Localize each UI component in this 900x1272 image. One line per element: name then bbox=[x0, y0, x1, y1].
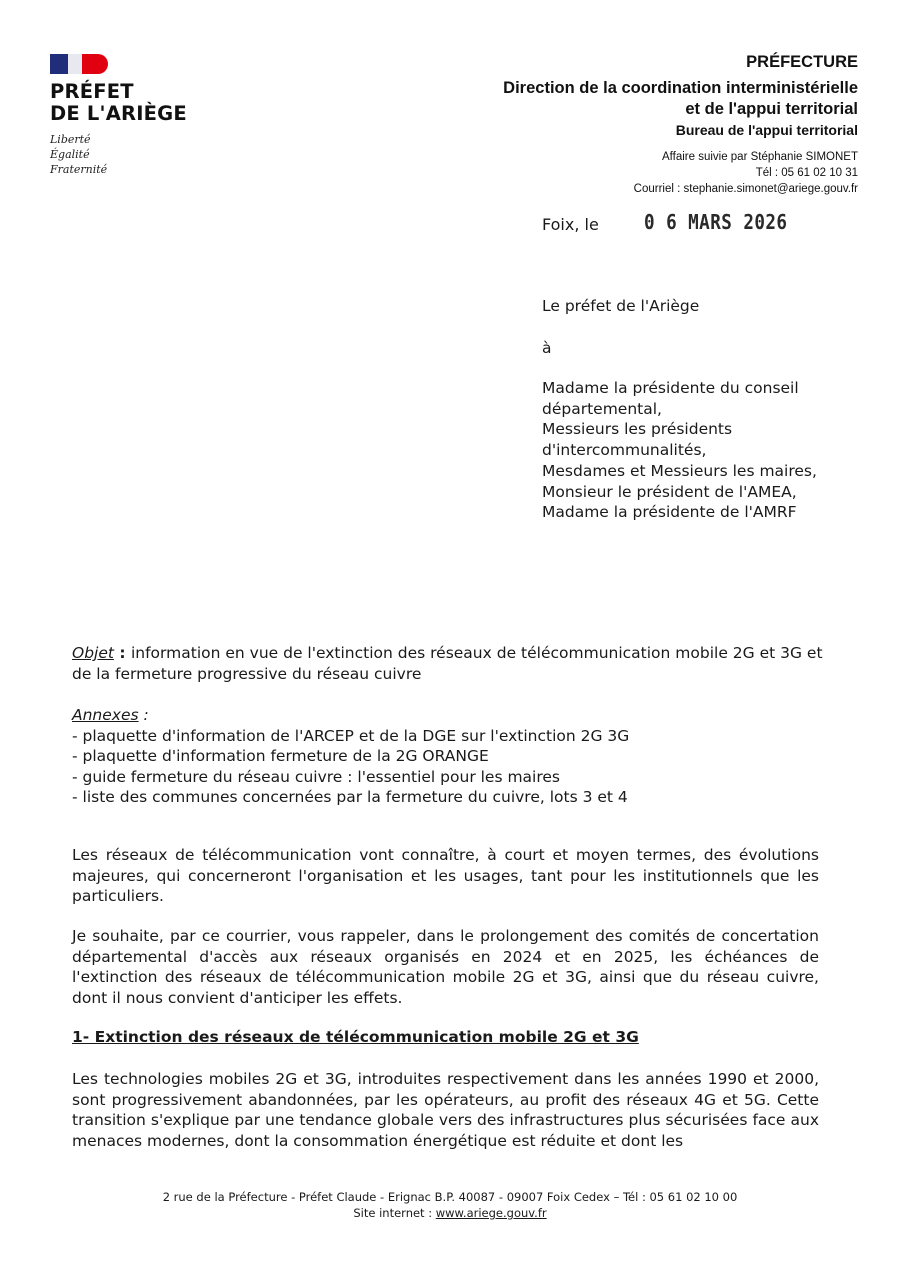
date-label: Foix, le bbox=[542, 215, 599, 234]
objet-sep: : bbox=[113, 644, 131, 662]
annexes bbox=[72, 705, 629, 808]
footer-address: 2 rue de la Préfecture - Préfet Claude - Erignac B.P. 40087 - 09007 Foix Cedex – Tél : 05 61 02 10 00 bbox=[162, 1190, 738, 1204]
paragraph-2g3g: Les technologies mobiles 2G et 3G, introduites respectivement dans les années 1990 et 2000, sont progressivement abandonnées, par les opérateurs, au profit des réseaux 4G et 5G. Cette transition s'explique par une tendance globale vers des infrastructures plus sécurisées face aux menaces modernes, dont la consommation énergétique est réduite et dont les bbox=[72, 1070, 819, 1150]
motto-fraternite: Fraternité bbox=[50, 163, 108, 176]
recipient-line: d'intercommunalités, bbox=[542, 441, 707, 460]
paragraph-reminder: Je souhaite, par ce courrier, vous rappeler, dans le prolongement des comités de concertation départemental d'accès aux réseaux organisés en 2024 et en 2025, les échéances de l'extinction des réseaux de télécommunication mobile 2G et 3G, ainsi que du réseau cuivre, dont il nous convient d'anticiper les effets. bbox=[72, 927, 819, 1007]
section-heading-1: 1- Extinction des réseaux de télécommunication mobile 2G et 3G bbox=[72, 1028, 639, 1046]
sender: Le préfet de l'Ariège bbox=[542, 297, 700, 315]
motto-liberte: Liberté bbox=[50, 133, 91, 146]
recipient-line: Mesdames et Messieurs les maires, bbox=[542, 461, 817, 480]
footer bbox=[0, 1189, 900, 1221]
logo-title-line2: DE L'ARIÈGE bbox=[50, 102, 187, 125]
annexes-sep: : bbox=[138, 706, 149, 724]
objet-label: Objet bbox=[72, 644, 114, 662]
header-direction bbox=[503, 78, 858, 120]
annexe-item: - liste des communes concernées par la fermeture du cuivre, lots 3 et 4 bbox=[72, 788, 628, 806]
contact-phone: Tél : 05 61 02 10 31 bbox=[755, 167, 858, 179]
to-word: à bbox=[542, 339, 552, 357]
contact-person: Affaire suivie par Stéphanie SIMONET bbox=[661, 151, 858, 163]
header-direction-line1: Direction de la coordination interministérielle bbox=[503, 79, 858, 97]
logo-title-line1: PRÉFET bbox=[50, 80, 134, 103]
header-service: PRÉFECTURE bbox=[746, 53, 858, 71]
header-contact bbox=[634, 149, 858, 197]
footer-site-link[interactable]: www.ariege.gouv.fr bbox=[435, 1206, 547, 1220]
header-bureau: Bureau de l'appui territorial bbox=[675, 122, 858, 138]
annexes-label: Annexes bbox=[72, 706, 139, 724]
contact-email[interactable]: Courriel : stephanie.simonet@ariege.gouv.fr bbox=[633, 183, 858, 195]
paragraph-intro: Les réseaux de télécommunication vont connaître, à court et moyen termes, des évolutions majeures, qui concerneront l'organisation et les usages, tant pour les institutionnels que les particuliers. bbox=[72, 846, 819, 905]
date-stamp: 0 6 MARS 2026 bbox=[644, 210, 788, 234]
annexe-item: - plaquette d'information de l'ARCEP et de la DGE sur l'extinction 2G 3G bbox=[72, 726, 630, 745]
prefet-logo-title bbox=[50, 81, 187, 125]
objet bbox=[72, 643, 832, 684]
annexe-item: - guide fermeture du réseau cuivre : l'essentiel pour les maires bbox=[72, 767, 561, 786]
header-direction-line2: et de l'appui territorial bbox=[685, 100, 858, 118]
recipient-line: Messieurs les présidents bbox=[542, 420, 733, 439]
republic-motto bbox=[50, 132, 107, 177]
recipient-list bbox=[542, 378, 817, 523]
footer-site-label: Site internet : bbox=[353, 1206, 436, 1220]
annexe-item: - plaquette d'information fermeture de la 2G ORANGE bbox=[72, 747, 489, 765]
recipient-line: Madame la présidente du conseil bbox=[542, 379, 799, 397]
marianne-logo-icon bbox=[50, 54, 108, 74]
recipient-line: Monsieur le président de l'AMEA, bbox=[542, 482, 797, 501]
motto-egalite: Égalité bbox=[50, 148, 90, 161]
objet-text: information en vue de l'extinction des réseaux de télécommunication mobile 2G et 3G et de la fermeture progressive du réseau cuivre bbox=[72, 644, 823, 683]
recipient-line: départemental, bbox=[542, 399, 662, 418]
recipient-line: Madame la présidente de l'AMRF bbox=[542, 503, 797, 522]
